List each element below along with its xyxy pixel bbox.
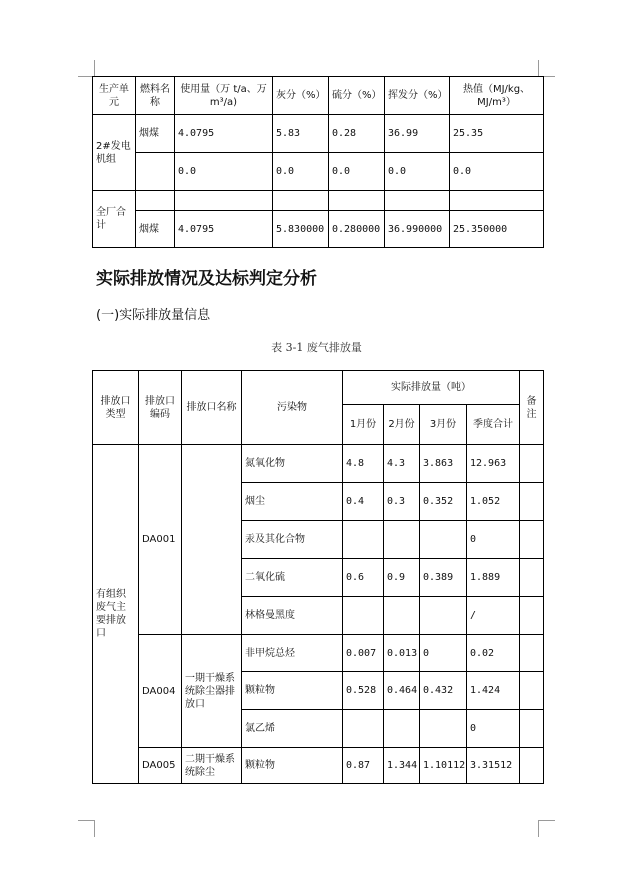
total-cell: 0 bbox=[467, 710, 520, 748]
pollutant-cell: 颗粒物 bbox=[242, 672, 343, 710]
note-cell bbox=[520, 635, 544, 672]
pollutant-cell: 氯乙烯 bbox=[242, 710, 343, 748]
outlet-type-cell: 有组织废气主要排放口 bbox=[93, 445, 139, 784]
header-sulfur: 硫分（%） bbox=[329, 77, 385, 115]
note-cell bbox=[520, 597, 544, 635]
ash-cell: 5.83 bbox=[273, 115, 329, 153]
header-month-2: 2月份 bbox=[384, 405, 420, 445]
pollutant-cell: 林格曼黑度 bbox=[242, 597, 343, 635]
month-3-cell bbox=[420, 597, 467, 635]
month-2-cell: 0.464 bbox=[384, 672, 420, 710]
empty-cell bbox=[450, 191, 544, 211]
header-pollutant: 污染物 bbox=[242, 371, 343, 445]
emission-table bbox=[92, 370, 544, 784]
crop-mark-bottom-left bbox=[78, 820, 95, 837]
heat-cell: 0.0 bbox=[450, 153, 544, 191]
month-3-cell bbox=[420, 710, 467, 748]
note-cell bbox=[520, 521, 544, 559]
pollutant-cell: 二氧化硫 bbox=[242, 559, 343, 597]
ash-cell: 5.830000 bbox=[273, 211, 329, 248]
outlet-name-cell bbox=[182, 445, 242, 635]
month-2-cell: 0.013 bbox=[384, 635, 420, 672]
header-outlet-code: 排放口编码 bbox=[139, 371, 182, 445]
month-1-cell bbox=[343, 597, 384, 635]
note-cell bbox=[520, 445, 544, 483]
fuel-usage-table bbox=[92, 76, 544, 248]
empty-cell bbox=[329, 191, 385, 211]
pollutant-cell: 非甲烷总烃 bbox=[242, 635, 343, 672]
month-3-cell: 0 bbox=[420, 635, 467, 672]
section-heading: 实际排放情况及达标判定分析 bbox=[96, 269, 317, 289]
table-row bbox=[93, 115, 544, 153]
month-2-cell: 0.9 bbox=[384, 559, 420, 597]
month-1-cell: 0.87 bbox=[343, 748, 384, 784]
header-outlet-type: 排放口类型 bbox=[93, 371, 139, 445]
header-ash: 灰分（%） bbox=[273, 77, 329, 115]
crop-mark-top-left bbox=[78, 60, 95, 77]
usage-cell: 4.0795 bbox=[175, 211, 273, 248]
empty-cell bbox=[273, 191, 329, 211]
sulfur-cell: 0.28 bbox=[329, 115, 385, 153]
header-actual-emission: 实际排放量（吨） bbox=[343, 371, 520, 405]
volatile-cell: 0.0 bbox=[385, 153, 450, 191]
table-row bbox=[93, 211, 544, 248]
month-2-cell: 0.3 bbox=[384, 483, 420, 521]
volatile-cell: 36.990000 bbox=[385, 211, 450, 248]
table-row bbox=[93, 153, 544, 191]
month-3-cell bbox=[420, 521, 467, 559]
empty-cell bbox=[136, 191, 175, 211]
month-1-cell: 4.8 bbox=[343, 445, 384, 483]
crop-mark-bottom-right bbox=[538, 820, 555, 837]
subsection-heading: (一)实际排放量信息 bbox=[96, 308, 211, 323]
header-month-3: 3月份 bbox=[420, 405, 467, 445]
total-cell: 1.424 bbox=[467, 672, 520, 710]
total-cell: 12.963 bbox=[467, 445, 520, 483]
total-cell: 3.31512 bbox=[467, 748, 520, 784]
table-header-row bbox=[93, 371, 544, 405]
month-3-cell: 0.352 bbox=[420, 483, 467, 521]
header-heat-value: 热值（MJ/kg、MJ/m³） bbox=[450, 77, 544, 115]
month-1-cell: 0.6 bbox=[343, 559, 384, 597]
month-3-cell: 3.863 bbox=[420, 445, 467, 483]
month-2-cell bbox=[384, 521, 420, 559]
month-1-cell: 0.528 bbox=[343, 672, 384, 710]
empty-cell bbox=[385, 191, 450, 211]
note-cell bbox=[520, 710, 544, 748]
outlet-code-cell: DA005 bbox=[139, 748, 182, 784]
note-cell bbox=[520, 483, 544, 521]
pollutant-cell: 烟尘 bbox=[242, 483, 343, 521]
month-1-cell: 0.4 bbox=[343, 483, 384, 521]
note-cell bbox=[520, 748, 544, 784]
sulfur-cell: 0.0 bbox=[329, 153, 385, 191]
header-month-1: 1月份 bbox=[343, 405, 384, 445]
usage-cell: 0.0 bbox=[175, 153, 273, 191]
fuel-cell bbox=[136, 153, 175, 191]
month-1-cell bbox=[343, 710, 384, 748]
table-caption: 表 3-1 废气排放量 bbox=[271, 341, 362, 354]
pollutant-cell: 颗粒物 bbox=[242, 748, 343, 784]
total-cell: 0.02 bbox=[467, 635, 520, 672]
volatile-cell: 36.99 bbox=[385, 115, 450, 153]
month-2-cell: 4.3 bbox=[384, 445, 420, 483]
pollutant-cell: 氮氧化物 bbox=[242, 445, 343, 483]
table-row bbox=[93, 635, 544, 672]
month-3-cell: 1.10112 bbox=[420, 748, 467, 784]
fuel-cell: 烟煤 bbox=[136, 115, 175, 153]
fuel-cell: 烟煤 bbox=[136, 211, 175, 248]
note-cell bbox=[520, 672, 544, 710]
month-3-cell: 0.432 bbox=[420, 672, 467, 710]
month-1-cell: 0.007 bbox=[343, 635, 384, 672]
total-cell: 0 bbox=[467, 521, 520, 559]
outlet-name-cell: 二期干燥系统除尘 bbox=[182, 748, 242, 784]
outlet-code-cell: DA004 bbox=[139, 635, 182, 748]
pollutant-cell: 汞及其化合物 bbox=[242, 521, 343, 559]
heat-cell: 25.350000 bbox=[450, 211, 544, 248]
ash-cell: 0.0 bbox=[273, 153, 329, 191]
total-cell: / bbox=[467, 597, 520, 635]
month-2-cell bbox=[384, 597, 420, 635]
empty-cell bbox=[175, 191, 273, 211]
unit-cell: 2#发电机组 bbox=[93, 115, 136, 191]
sulfur-cell: 0.280000 bbox=[329, 211, 385, 248]
month-3-cell: 0.389 bbox=[420, 559, 467, 597]
heat-cell: 25.35 bbox=[450, 115, 544, 153]
table-header-row bbox=[93, 77, 544, 115]
header-note: 备注 bbox=[520, 371, 544, 445]
total-cell: 1.889 bbox=[467, 559, 520, 597]
usage-cell: 4.0795 bbox=[175, 115, 273, 153]
header-volatile: 挥发分（%） bbox=[385, 77, 450, 115]
header-quarter-total: 季度合计 bbox=[467, 405, 520, 445]
table-row bbox=[93, 748, 544, 784]
crop-mark-top-right bbox=[538, 60, 555, 77]
total-cell: 1.052 bbox=[467, 483, 520, 521]
note-cell bbox=[520, 559, 544, 597]
header-usage: 使用量（万 t/a、万 m³/a) bbox=[175, 77, 273, 115]
outlet-code-cell: DA001 bbox=[139, 445, 182, 635]
month-1-cell bbox=[343, 521, 384, 559]
table-row bbox=[93, 445, 544, 483]
header-unit: 生产单元 bbox=[93, 77, 136, 115]
table-spacer-row bbox=[93, 191, 544, 211]
header-fuel-name: 燃料名称 bbox=[136, 77, 175, 115]
month-2-cell bbox=[384, 710, 420, 748]
unit-cell: 全厂合计 bbox=[93, 191, 136, 248]
outlet-name-cell: 一期干燥系统除尘器排放口 bbox=[182, 635, 242, 748]
month-2-cell: 1.344 bbox=[384, 748, 420, 784]
header-outlet-name: 排放口名称 bbox=[182, 371, 242, 445]
